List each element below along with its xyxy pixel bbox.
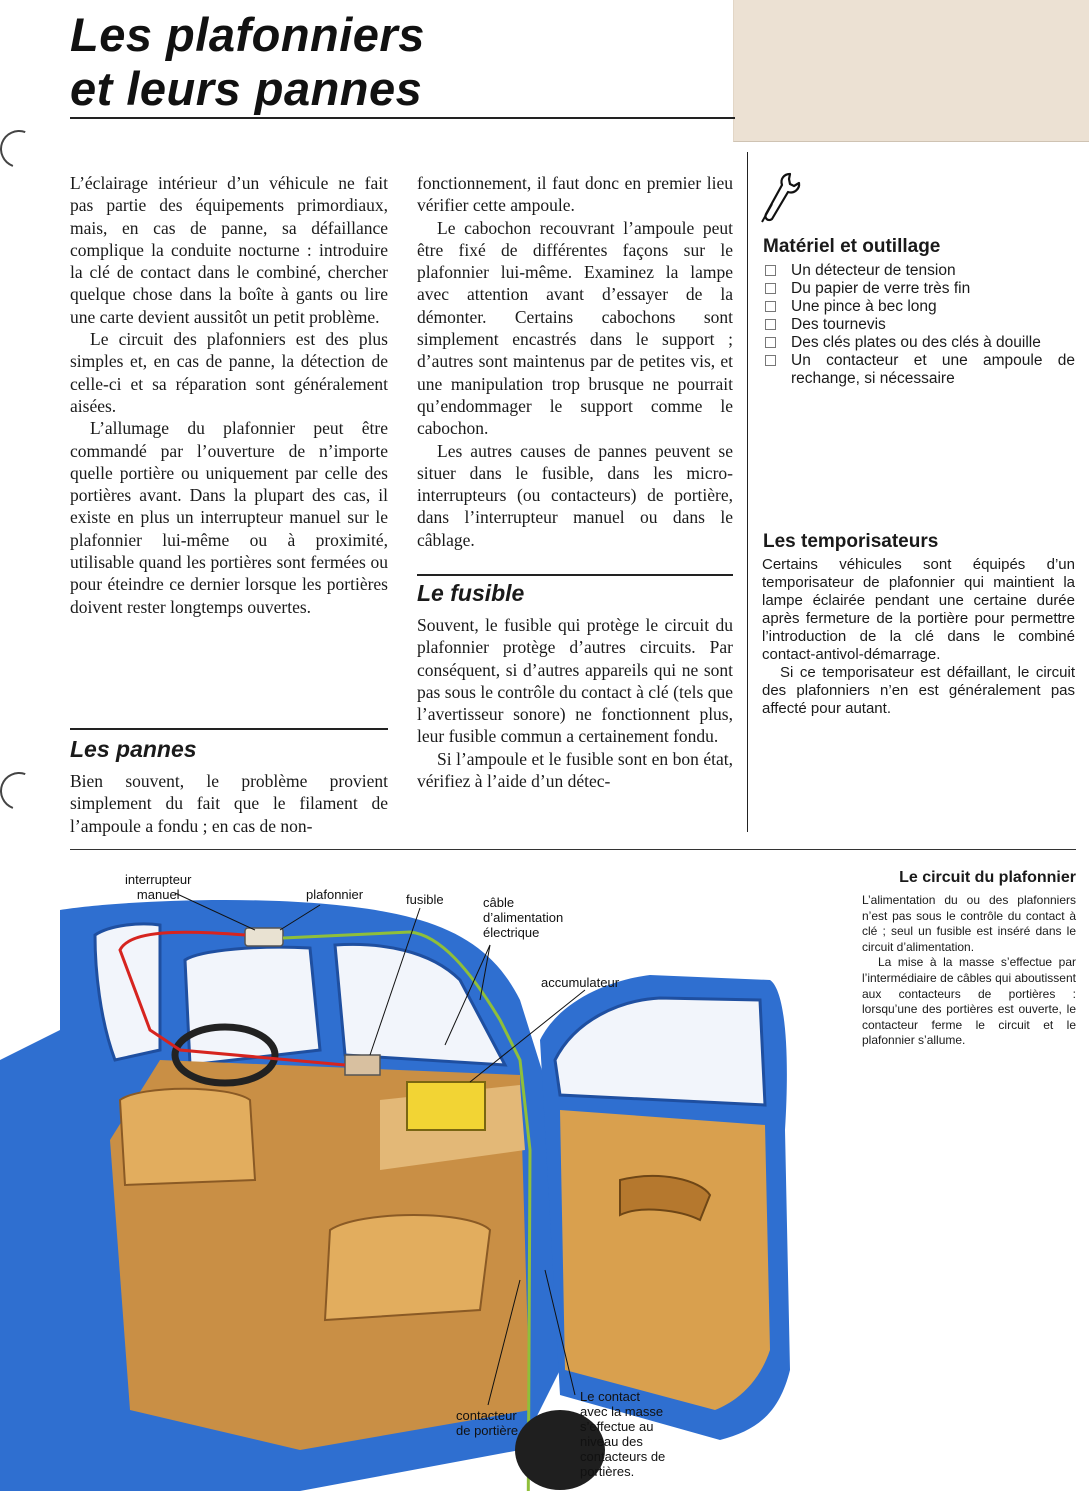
paragraph: Souvent, le fusible qui protège le circuit du plafonnier protège d’autres circuits. Par conséquent, si d’autres appareils qui ne sont pas sous le contrôle du contact à clé (tels que l’avertisseur sonore) ne fonctionnent plus, leur fusible commun a certainement fondu. xyxy=(417,615,733,747)
wrench-icon xyxy=(760,170,806,224)
page-title-line-1: Les plafonniers xyxy=(70,8,425,61)
label-line: avec la masse xyxy=(580,1404,664,1419)
paragraph: L’éclairage intérieur d’un véhicule ne fait pas partie des équipements primordiaux, mais, en cas de panne, sa défaillance complique la conduite nocturne : introduire la clé de contact dans le combiné, chercher quelque chose dans la boîte à gants ou lire une carte devient aussitôt un petit problème. xyxy=(70,173,388,327)
checkbox-icon xyxy=(765,265,776,276)
paragraph: Bien souvent, le problème provient simplement du fait que le filament de l’ampoule a fondu ; en cas de non- xyxy=(70,771,388,836)
checkbox-icon xyxy=(765,355,776,366)
column-2-section-text xyxy=(417,614,733,792)
checkbox-icon xyxy=(765,283,776,294)
page-title xyxy=(70,8,425,116)
label-line: contacteur xyxy=(456,1408,517,1423)
label-door-switch xyxy=(456,1408,518,1438)
materials-title: Matériel et outillage xyxy=(763,236,941,257)
side-window xyxy=(185,947,320,1065)
front-seat xyxy=(325,1215,490,1320)
column-divider xyxy=(747,152,748,832)
paragraph: La mise à la masse s’effectue par l’intermédiaire de câbles qui aboutissent aux contacteurs de portières : lorsqu’une des portières est ouverte, le contacteur ferme le circuit et le plafonnier s’allume. xyxy=(862,955,1076,1048)
ceiling-light xyxy=(245,928,283,946)
checkbox-icon xyxy=(765,301,776,312)
circuit-title: Le circuit du plafonnier xyxy=(899,869,1076,886)
section-heading-fusible: Le fusible xyxy=(417,580,525,606)
rear-seat xyxy=(120,1089,255,1185)
list-item xyxy=(763,262,1075,280)
title-rule xyxy=(70,117,735,119)
label-line: électrique xyxy=(483,925,540,940)
checkbox-icon xyxy=(765,337,776,348)
label-battery: accumulateur xyxy=(541,975,620,990)
label-line: manuel xyxy=(136,887,180,902)
label-line: interrupteur xyxy=(125,872,192,887)
column-2-text xyxy=(417,172,733,551)
section-heading-pannes: Les pannes xyxy=(70,736,197,762)
label-contact-note xyxy=(580,1389,665,1479)
paragraph: L’allumage du plafonnier peut être commandé par l’ouverture de n’importe quelle portière ou uniquement par celle des portières avant. Dans la plupart des cas, il existe en plus un interrupteur manuel sur le plafonnier lui-même ou à proximité, utilisable quand les portières sont fermées ou pour éteindre ce dernier lorsque les portières doivent rester longtemps ouvertes. xyxy=(70,418,388,617)
materials-list xyxy=(763,262,1075,388)
label-cable xyxy=(483,895,563,940)
list-item-label: Du papier de verre très fin xyxy=(791,280,971,297)
paragraph: fonctionnement, il faut donc en premier lieu vérifier cette ampoule. xyxy=(417,173,733,216)
section-rule xyxy=(70,728,388,730)
circuit-caption xyxy=(862,893,1076,1049)
paragraph: Si ce temporisateur est défaillant, le circuit des plafonniers n’en est généralement pas affecté pour autant. xyxy=(762,664,1075,717)
list-item-label: Une pince à bec long xyxy=(791,298,937,315)
label-line: contacteurs de xyxy=(580,1449,666,1464)
list-item xyxy=(763,280,1075,298)
list-item xyxy=(763,334,1075,352)
column-1-section-text xyxy=(70,770,388,837)
fuse-box xyxy=(345,1055,380,1075)
label-line: d’alimentation xyxy=(483,910,564,925)
car-circuit-illustration xyxy=(0,850,860,1491)
list-item xyxy=(763,298,1075,316)
list-item xyxy=(763,352,1075,388)
punch-hole-mark xyxy=(0,124,44,174)
list-item-label: Un détecteur de tension xyxy=(791,262,956,279)
paragraph: Les autres causes de pannes peuvent se situer dans le fusible, dans les micro-interrupteurs (ou contacteurs) de portière, dans l’interrupteur manuel ou dans le câblage. xyxy=(417,440,733,550)
label-line: portières. xyxy=(580,1464,635,1479)
label-line: de portière xyxy=(456,1423,519,1438)
corner-tint-box xyxy=(733,0,1089,142)
label-line: s’effectue au xyxy=(580,1419,654,1434)
label-ceiling-light: plafonnier xyxy=(306,887,364,902)
page-title-line-2: et leurs pannes xyxy=(70,62,423,115)
column-1-text xyxy=(70,172,388,618)
checkbox-icon xyxy=(765,319,776,330)
label-line: câble xyxy=(483,895,515,910)
section-rule xyxy=(417,574,733,576)
label-fuse: fusible xyxy=(406,892,444,907)
paragraph: Le circuit des plafonniers est des plus simples et, en cas de panne, la détection de celle-ci et sa réparation sont généralement aisées. xyxy=(70,329,388,416)
paragraph: L’alimentation du ou des plafonniers n’est pas sous le contrôle du contact à clé ; seul un fusible est inséré dans le circuit d’alimentation. xyxy=(862,893,1076,954)
label-manual-switch xyxy=(125,872,191,902)
door-panel xyxy=(560,1110,770,1410)
list-item-label: Un contacteur et une ampoule de rechange, si nécessaire xyxy=(791,352,1075,387)
paragraph: Si l’ampoule et le fusible sont en bon état, vérifiez à l’aide d’un détec- xyxy=(417,748,733,792)
label-line: niveau des xyxy=(580,1434,643,1449)
list-item-label: Des clés plates ou des clés à douille xyxy=(791,334,1041,351)
label-line: Le contact xyxy=(580,1389,640,1404)
paragraph: Le cabochon recouvrant l’ampoule peut être fixé de différentes façons sur le plafonnier lui-même. Examinez la lampe avec attention avant d’essayer de la démonter. Certains cabochons sont simplement encastrés dans le support ; d’autres sont maintenus par de petites vis, et une manipulation trop brusque ne pourrait qu’endommager le support comme le cabochon. xyxy=(417,217,733,439)
list-item xyxy=(763,316,1075,334)
punch-hole-mark xyxy=(0,766,44,816)
timer-text xyxy=(762,556,1075,718)
paragraph: Certains véhicules sont équipés d’un temporisateur de plafonnier qui maintient la lampe éclairée pendant une certaine durée après fermeture de la portière pour permettre l’introduction de la clé dans le combiné contact-antivol-démarrage. xyxy=(762,556,1075,663)
battery xyxy=(407,1082,485,1130)
list-item-label: Des tournevis xyxy=(791,316,886,333)
timer-title: Les temporisateurs xyxy=(763,531,939,552)
